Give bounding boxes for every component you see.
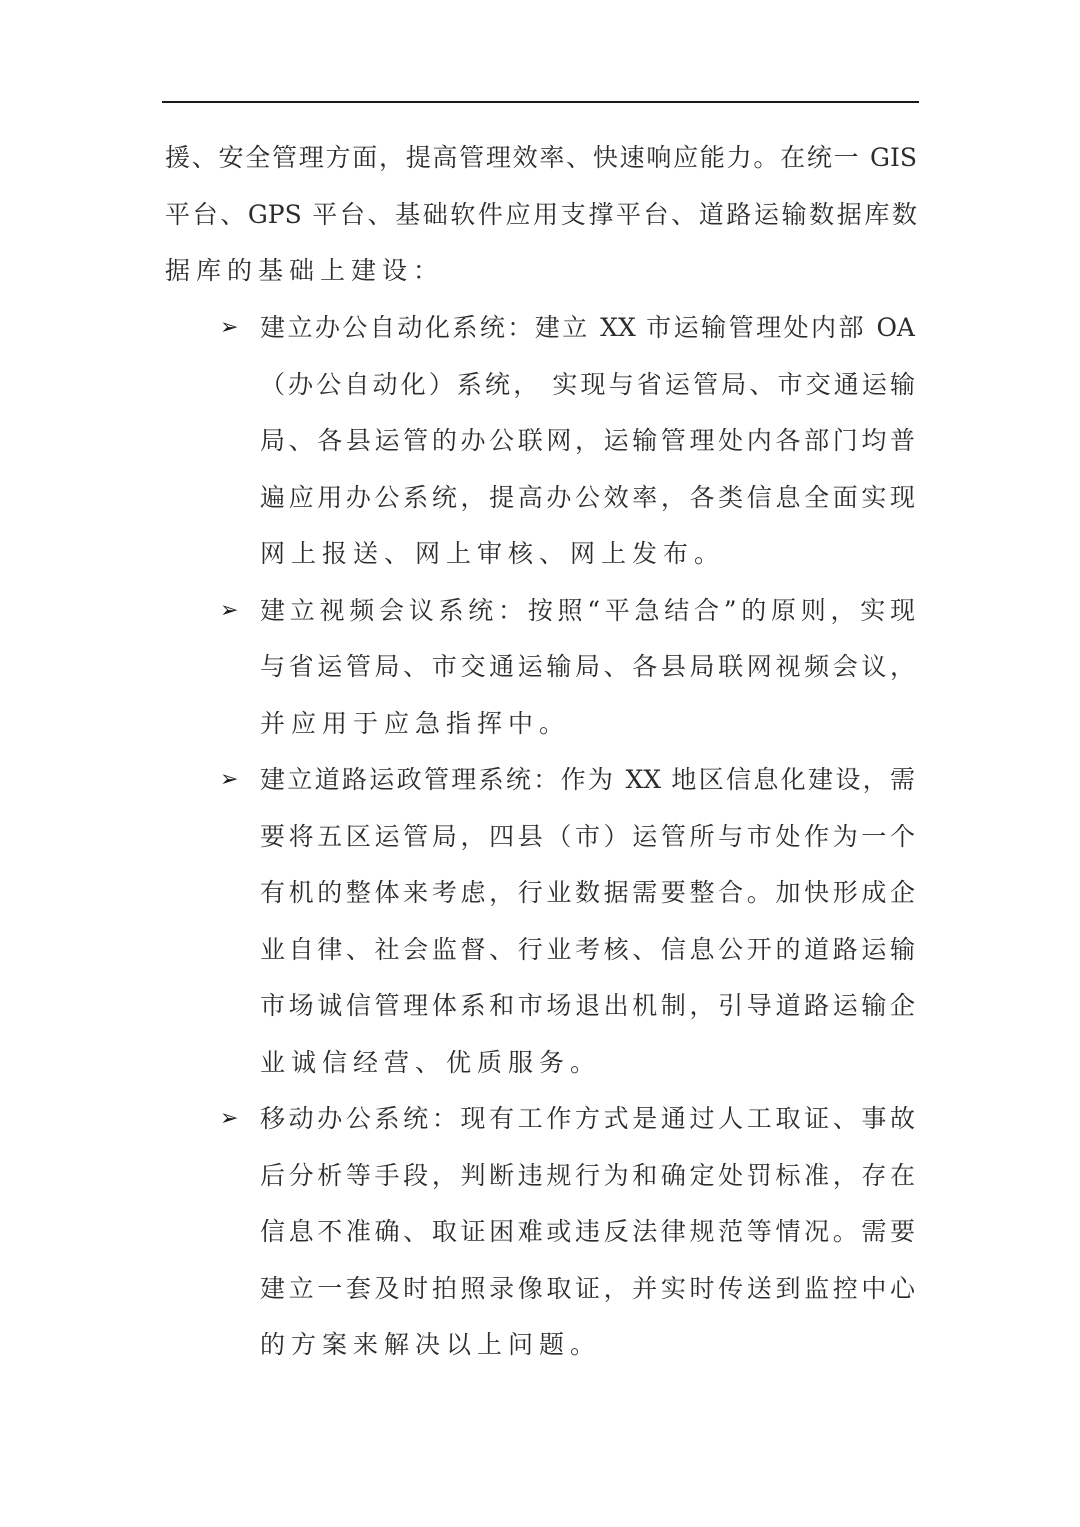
- list-item-line: 有机的整体来考虑，行业数据需要整合。加快形成企: [260, 878, 915, 907]
- list-item-line: 业诚信经营、优质服务。: [260, 1048, 602, 1077]
- bullet-arrow-icon: ➢: [220, 598, 239, 623]
- list-item-line: 建立一套及时拍照录像取证，并实时传送到监控中心: [260, 1274, 915, 1303]
- bullet-arrow-icon: ➢: [220, 315, 239, 340]
- list-item-line: 建立办公自动化系统：建立 XX 市运输管理处内部 OA: [260, 313, 915, 342]
- intro-line: 援、安全管理方面，提高管理效率、快速响应能力。在统一 GIS: [165, 143, 917, 172]
- list-item-line: 网上报送、网上审核、网上发布。: [260, 539, 726, 568]
- list-item-line: （办公自动化）系统， 实现与省运管局、市交通运输: [260, 370, 915, 399]
- list-item-line: 后分析等手段，判断违规行为和确定处罚标准，存在: [260, 1161, 915, 1190]
- intro-line: 平台、GPS 平台、基础软件应用支撑平台、道路运输数据库数: [165, 200, 917, 229]
- bullet-arrow-icon: ➢: [220, 767, 239, 792]
- list-item-line: 建立视频会议系统：按照“平急结合”的原则，实现: [260, 596, 915, 625]
- list-item-line: 信息不准确、取证困难或违反法律规范等情况。需要: [260, 1217, 915, 1246]
- intro-line: 据库的基础上建设：: [165, 256, 445, 285]
- list-item-line: 移动办公系统：现有工作方式是通过人工取证、事故: [260, 1104, 915, 1133]
- list-item-line: 并应用于应急指挥中。: [260, 709, 571, 738]
- list-item-line: 市场诚信管理体系和市场退出机制，引导道路运输企: [260, 991, 915, 1020]
- list-item-line: 遍应用办公系统，提高办公效率，各类信息全面实现: [260, 483, 915, 512]
- list-item-line: 要将五区运管局，四县（市）运管所与市处作为一个: [260, 822, 915, 851]
- list-item-line: 与省运管局、市交通运输局、各县局联网视频会议，: [260, 652, 915, 681]
- list-item-line: 的方案来解决以上问题。: [260, 1330, 602, 1359]
- bullet-arrow-icon: ➢: [220, 1106, 239, 1131]
- header-rule: [162, 101, 919, 103]
- list-item-line: 业自律、社会监督、行业考核、信息公开的道路运输: [260, 935, 915, 964]
- list-item-line: 局、各县运管的办公联网，运输管理处内各部门均普: [260, 426, 915, 455]
- list-item-line: 建立道路运政管理系统：作为 XX 地区信息化建设，需: [260, 765, 915, 794]
